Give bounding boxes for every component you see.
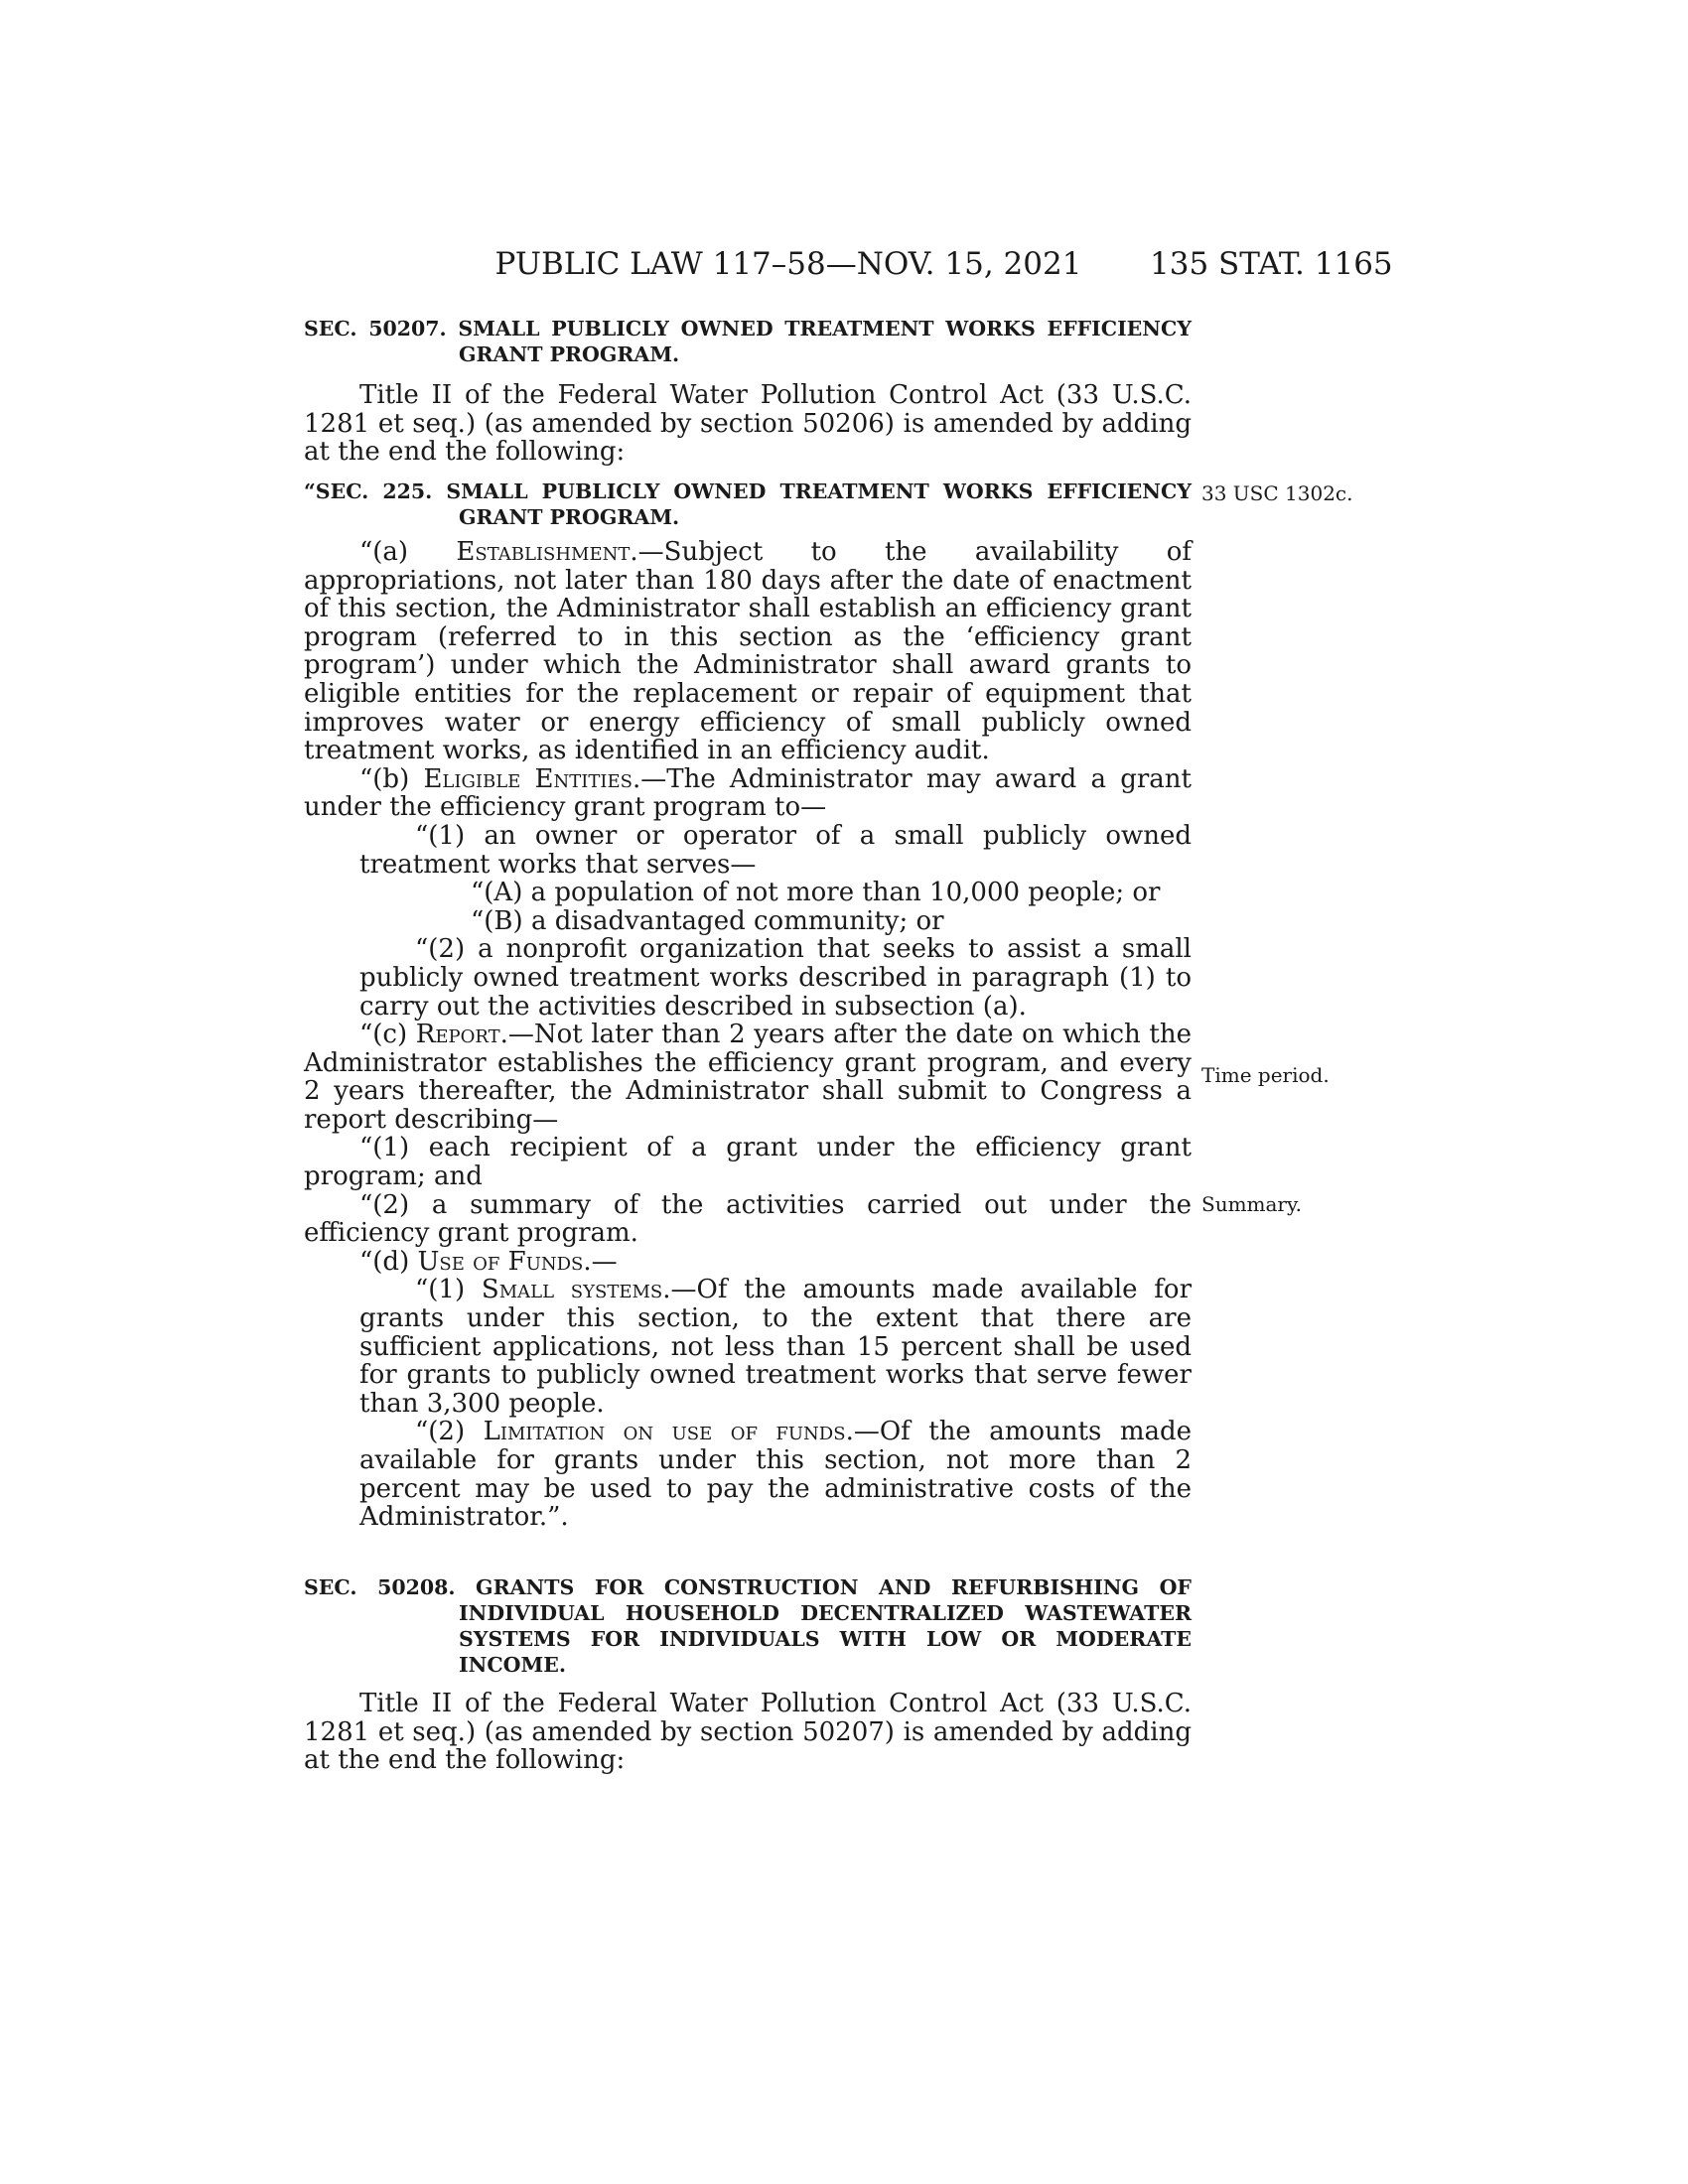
paragraph-d2-text: .—Of the amounts made available for grants under this section, not more than 2 percent may be used to pay the administrative costs of the Administrator.”. bbox=[359, 1417, 1193, 1533]
sec-225-body bbox=[304, 538, 1192, 1532]
margin-note-summary: Summary. bbox=[1201, 1192, 1302, 1216]
paragraph-d1-heading: Small systems bbox=[481, 1275, 663, 1305]
subsection-c-text: .—Not later than 2 years after the date on which the Administrator establishes the efficiency grant program, and every 2 years thereafter, the Administrator shall submit to Congress a report describing— bbox=[304, 1020, 1192, 1135]
subsection-b-label: “(b) bbox=[359, 763, 424, 794]
sec-50207-block bbox=[304, 316, 1192, 467]
subsection-d-text: .— bbox=[583, 1246, 618, 1277]
subparagraph-bA: “(A) a population of not more than 10,000 people; or bbox=[471, 878, 1161, 908]
subsection-a-label: “(a) bbox=[359, 537, 457, 567]
subparagraph-bB: “(B) a disadvantaged community; or bbox=[471, 905, 944, 936]
stat-citation: 135 STAT. 1165 bbox=[1150, 246, 1393, 282]
sec-50208-intro: Title II of the Federal Water Pollution Control Act (33 U.S.C. 1281 et seq.) (as amended by section 50207) is amended by adding at the end the following: bbox=[304, 1689, 1192, 1776]
paragraph-d2-label: “(2) bbox=[415, 1417, 484, 1447]
paragraph-b2: “(2) a nonprofit organization that seeks to assist a small publicly owned treatment works described in paragraph (1) to carry out the activities described in subsection (a). bbox=[359, 934, 1192, 1022]
subsection-d bbox=[304, 1248, 1192, 1277]
subsection-c bbox=[304, 1021, 1192, 1134]
sec-50208-heading: SEC. 50208. GRANTS FOR CONSTRUCTION AND REFURBISHING OF INDIVIDUAL HOUSEHOLD DECENTRALIZED WASTEWATER SYSTEMS FOR INDIVIDUALS WITH LOW OR MODERATE INCOME. bbox=[304, 1575, 1192, 1677]
paragraph-b1: “(1) an owner or operator of a small publicly owned treatment works that serves— bbox=[359, 820, 1192, 880]
sec-50207-intro: Title II of the Federal Water Pollution Control Act (33 U.S.C. 1281 et seq.) (as amended by section 50206) is amended by adding at the end the following: bbox=[304, 380, 1192, 468]
paragraph-d1-label: “(1) bbox=[415, 1275, 482, 1305]
subsection-d-label: “(d) bbox=[359, 1246, 418, 1277]
sec-50207-heading: SEC. 50207. SMALL PUBLICLY OWNED TREATMENT WORKS EFFICIENCY GRANT PROGRAM. bbox=[304, 317, 1192, 366]
sec-225-heading: “SEC. 225. SMALL PUBLICLY OWNED TREATMENT WORKS EFFICIENCY GRANT PROGRAM. bbox=[304, 479, 1192, 529]
subsection-c-heading: Report bbox=[415, 1020, 500, 1050]
subsection-a bbox=[304, 538, 1192, 765]
subsection-b bbox=[304, 765, 1192, 822]
paragraph-d1 bbox=[304, 1276, 1192, 1418]
subsection-a-heading: Establishment bbox=[456, 537, 631, 567]
subsection-b-text: .—The Administrator may award a grant under the efficiency grant program to— bbox=[304, 763, 1192, 823]
subsection-d-heading: Use of Funds bbox=[417, 1246, 584, 1277]
paragraph-d2-heading: Limitation on use of funds bbox=[483, 1417, 846, 1447]
subsection-b-heading: Eligible Entities bbox=[423, 763, 633, 794]
sec-225-heading-block bbox=[304, 478, 1192, 530]
paragraph-d1-text: .—Of the amounts made available for grants under this section, to the extent that there are sufficient applications, not less than 15 percent shall be used for grants to publicly owned treatment works that serve fewer than 3,300 people. bbox=[359, 1275, 1192, 1419]
sec-50208-block bbox=[304, 1574, 1192, 1775]
subsection-a-text: .—Subject to the availability of appropriations, not later than 180 days after the date of enactment of this section, the Administrator shall establish an efficiency grant program (referred to in this section as the ‘efficiency grant program’) under which the Administrator shall award grants to eligible entities for the replacement or repair of equipment that improves water or energy efficiency of small publicly owned treatment works, as identified in an efficiency audit. bbox=[304, 537, 1192, 766]
subsection-c-label: “(c) bbox=[359, 1020, 416, 1050]
paragraph-c2: “(2) a summary of the activities carried out under the efficiency grant program. bbox=[304, 1189, 1192, 1249]
margin-note-time-period: Time period. bbox=[1201, 1063, 1330, 1087]
paragraph-d2 bbox=[304, 1418, 1192, 1531]
margin-cite-usc: 33 USC 1302c. bbox=[1201, 481, 1353, 505]
running-title: PUBLIC LAW 117–58—NOV. 15, 2021 bbox=[494, 246, 1082, 282]
paragraph-c1: “(1) each recipient of a grant under the efficiency grant program; and bbox=[304, 1133, 1192, 1192]
